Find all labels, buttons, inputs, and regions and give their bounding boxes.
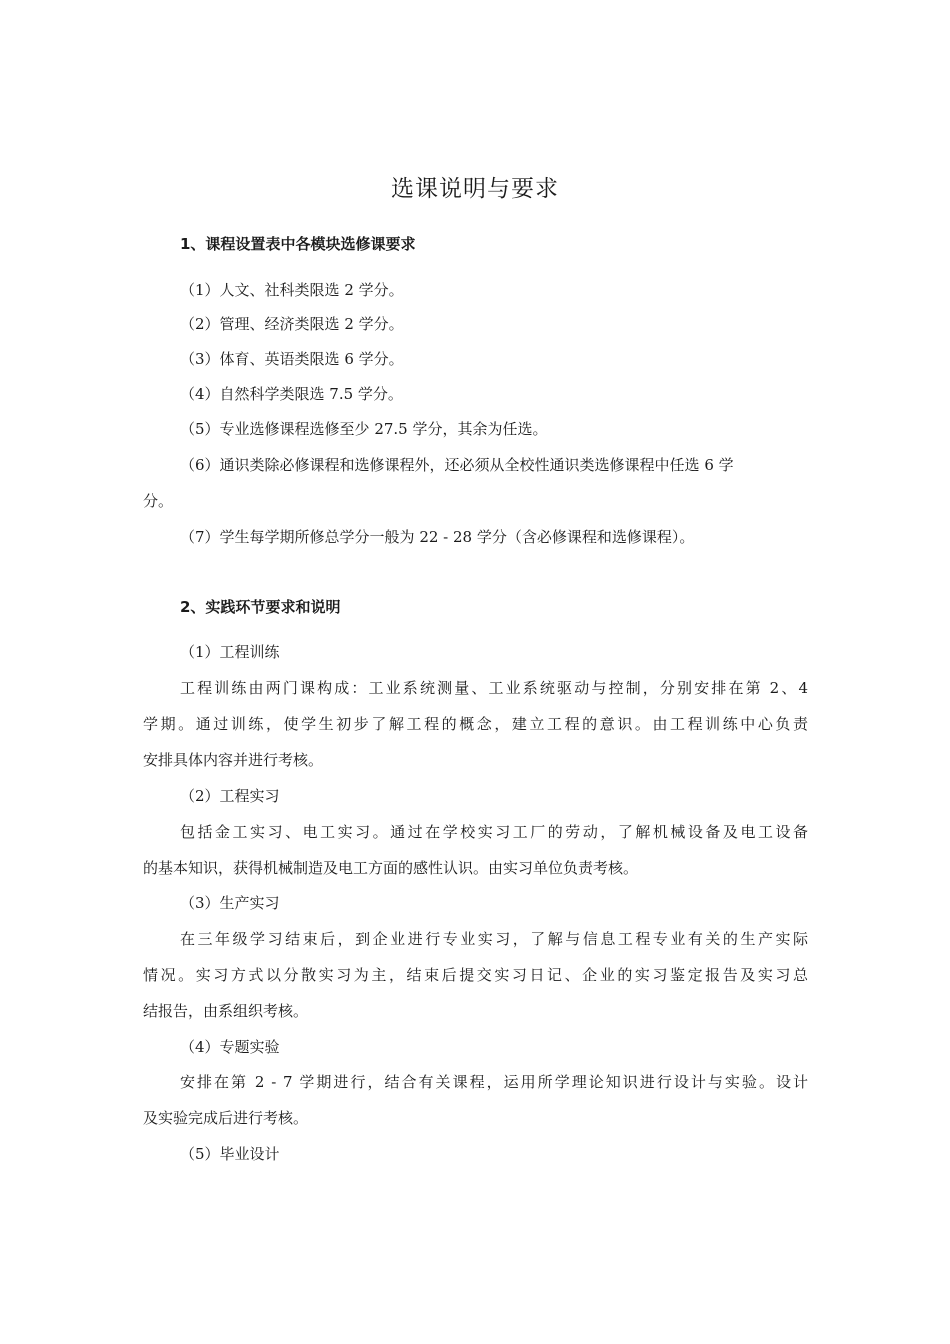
requirement-item-7: （7）学生每学期所修总学分一般为 22 - 28 学分（含必修课程和选修课程）。 xyxy=(180,528,695,546)
paragraph-line: 安排具体内容并进行考核。 xyxy=(143,751,324,769)
requirement-item-1: （1）人文、社科类限选 2 学分。 xyxy=(180,281,404,299)
paragraph-line: 情况。实习方式以分散实习为主，结束后提交实习日记、企业的实习鉴定报告及实习总 xyxy=(143,966,808,984)
paragraph-line: 结报告，由系组织考核。 xyxy=(143,1002,309,1020)
paragraph-line: 在三年级学习结束后，到企业进行专业实习，了解与信息工程专业有关的生产实际 xyxy=(180,930,808,948)
subsection-topic-experiment: （4）专题实验 xyxy=(180,1038,280,1056)
requirement-item-5: （5）专业选修课程选修至少 27.5 学分，其余为任选。 xyxy=(180,420,548,438)
paragraph-line: 安排在第 2 - 7 学期进行，结合有关课程，运用所学理论知识进行设计与实验。设计 xyxy=(180,1073,808,1091)
paragraph-line: 学期。通过训练，使学生初步了解工程的概念，建立工程的意识。由工程训练中心负责 xyxy=(143,715,808,733)
requirement-item-6-cont: 分。 xyxy=(143,492,174,510)
requirement-item-4: （4）自然科学类限选 7.5 学分。 xyxy=(180,385,403,403)
page-title: 选课说明与要求 xyxy=(391,176,559,202)
paragraph-line: 及实验完成后进行考核。 xyxy=(143,1109,309,1127)
paragraph-line: 的基本知识，获得机械制造及电工方面的感性认识。由实习单位负责考核。 xyxy=(143,859,639,877)
paragraph-line: 工程训练由两门课构成：工业系统测量、工业系统驱动与控制，分别安排在第 2、4 xyxy=(180,679,808,697)
requirement-item-6: （6）通识类除必修课程和选修课程外，还必须从全校性通识类选修课程中任选 6 学 xyxy=(180,456,734,474)
section-1-heading: 1、课程设置表中各模块选修课要求 xyxy=(180,235,416,253)
subsection-graduation-design: （5）毕业设计 xyxy=(180,1145,280,1163)
subsection-production-practice: （3）生产实习 xyxy=(180,894,280,912)
subsection-engineering-training: （1）工程训练 xyxy=(180,643,280,661)
requirement-item-2: （2）管理、经济类限选 2 学分。 xyxy=(180,315,404,333)
subsection-engineering-practice: （2）工程实习 xyxy=(180,787,280,805)
paragraph-line: 包括金工实习、电工实习。通过在学校实习工厂的劳动，了解机械设备及电工设备 xyxy=(180,823,808,841)
section-2-heading: 2、实践环节要求和说明 xyxy=(180,598,341,616)
requirement-item-3: （3）体育、英语类限选 6 学分。 xyxy=(180,350,404,368)
